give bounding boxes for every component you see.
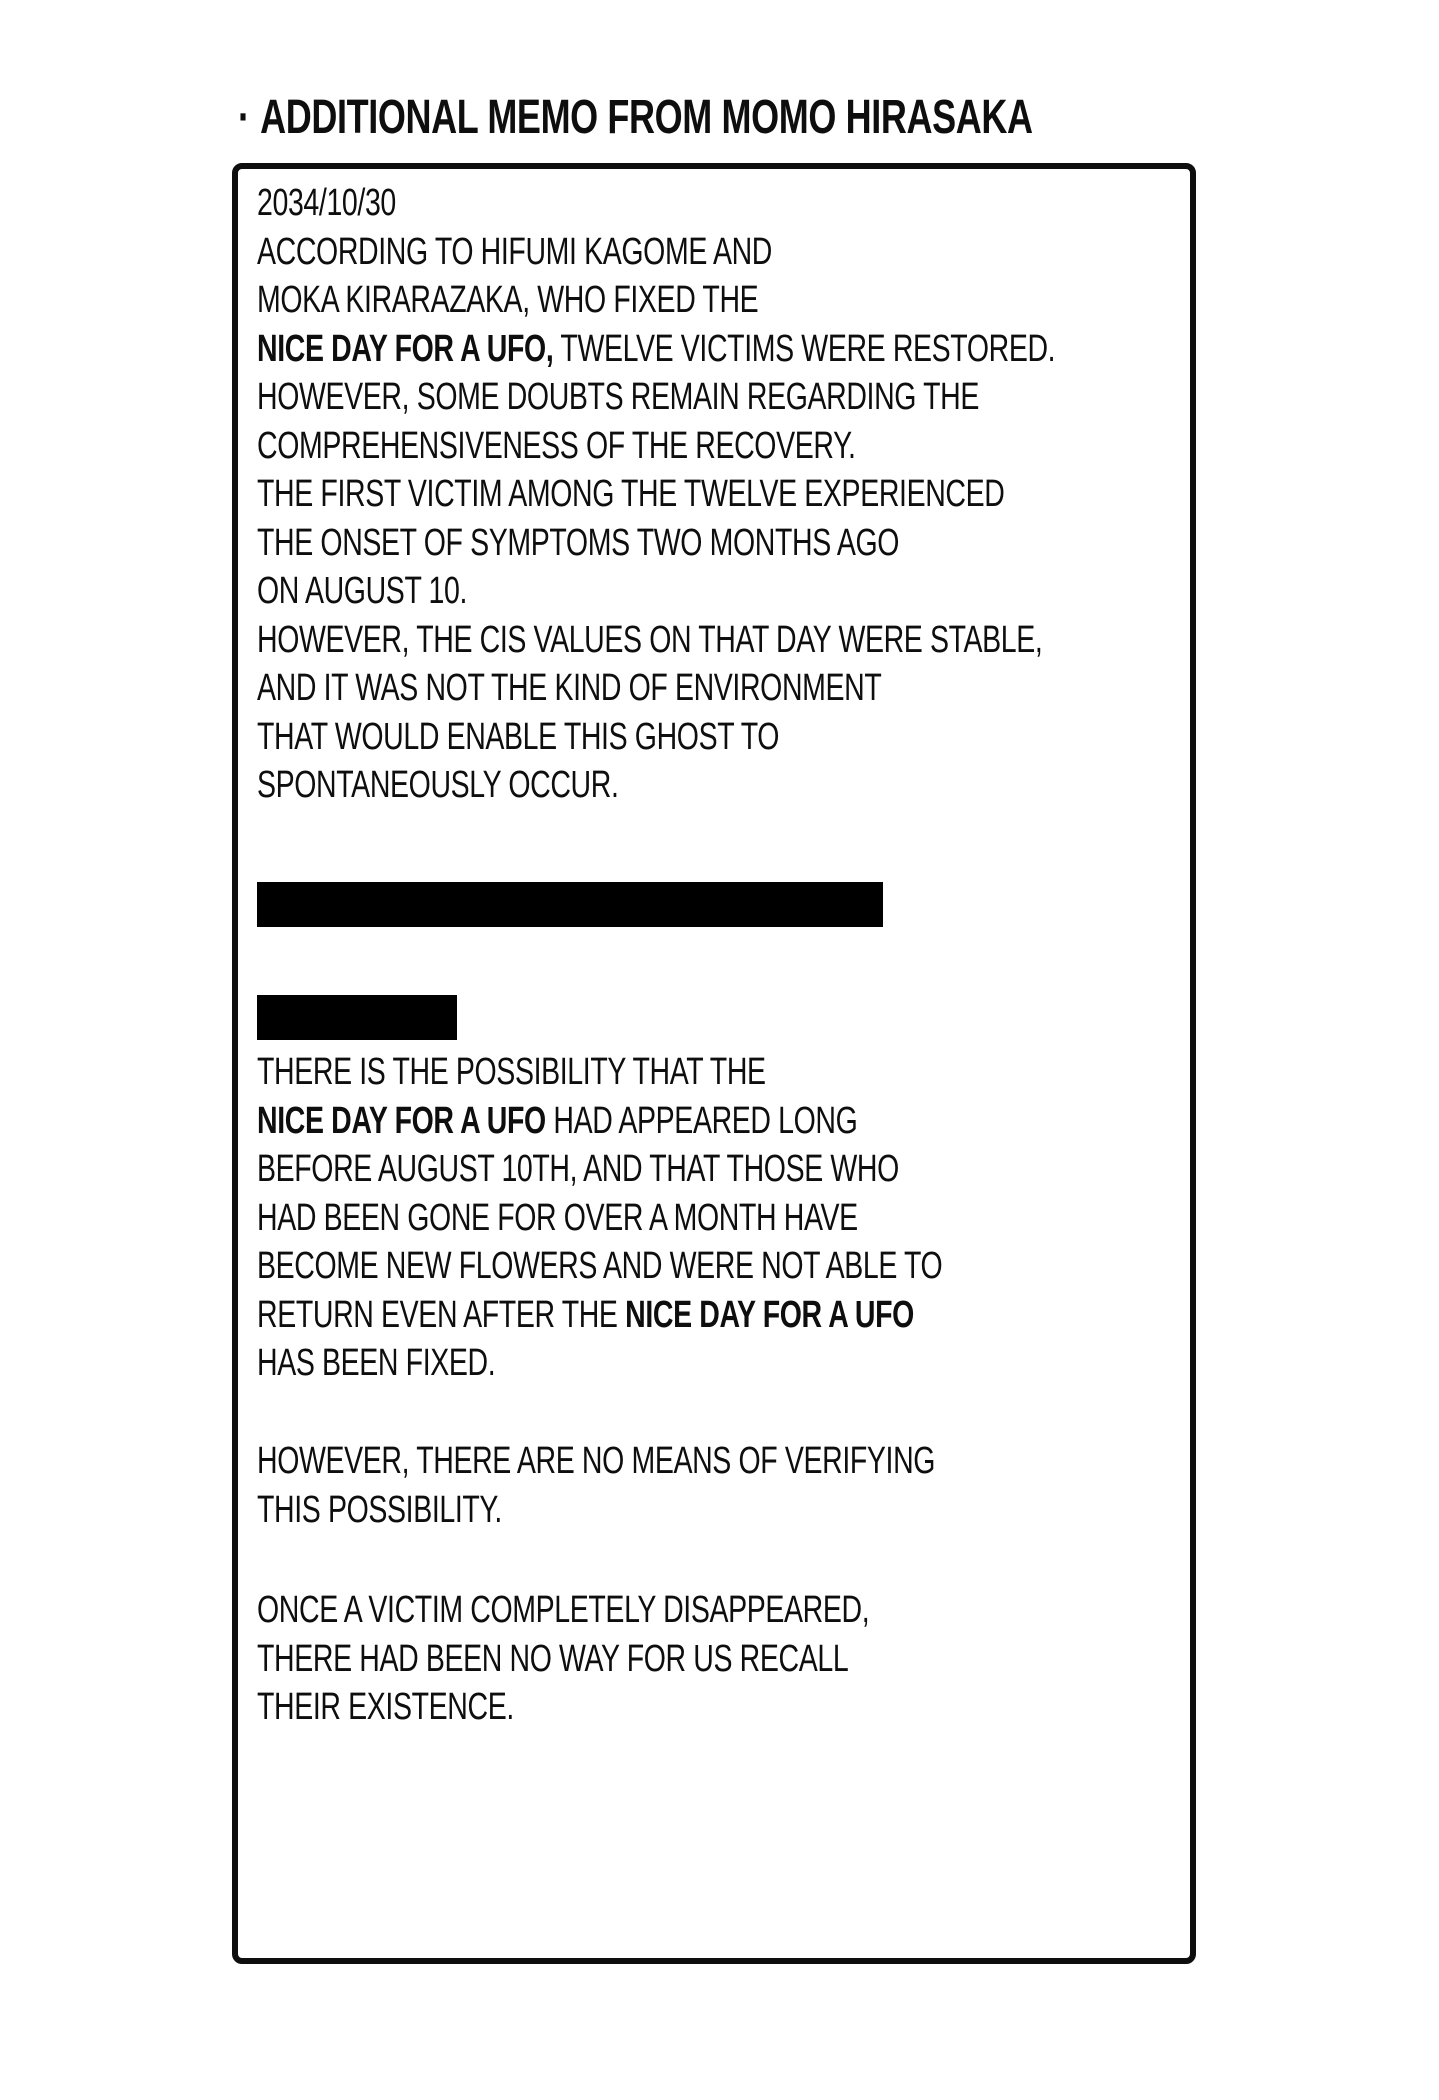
memo-line: ON AUGUST 10. [257,570,468,612]
memo-paragraph-4 [257,1586,869,1732]
memo-line: THE ONSET OF SYMPTOMS TWO MONTHS AGO [257,521,900,564]
memo-line: RETURN EVEN AFTER THE NICE DAY FOR A UFO [257,1293,914,1336]
memo-line: THERE IS THE POSSIBILITY THAT THE [257,1051,766,1093]
memo-line: NICE DAY FOR A UFO HAD APPEARED LONG [257,1099,858,1142]
memo-line: BECOME NEW FLOWERS AND WERE NOT ABLE TO [257,1245,943,1287]
memo-line: HAD BEEN GONE FOR OVER A MONTH HAVE [257,1196,858,1239]
memo-line: THIS POSSIBILITY. [257,1488,502,1531]
memo-line: ONCE A VICTIM COMPLETELY DISAPPEARED, [257,1589,870,1631]
memo-line: NICE DAY FOR A UFO, TWELVE VICTIMS WERE RESTORED. [257,327,1056,370]
memo-line: THERE HAD BEEN NO WAY FOR US RECALL [257,1637,849,1680]
memo-line: THE FIRST VICTIM AMONG THE TWELVE EXPERIENCED [257,473,1005,515]
memo-line: THEIR EXISTENCE. [257,1686,514,1728]
memo-line: HOWEVER, THERE ARE NO MEANS OF VERIFYING [257,1440,936,1482]
memo-line: BEFORE AUGUST 10TH, AND THAT THOSE WHO [257,1148,899,1190]
title-text: ADDITIONAL MEMO FROM MOMO HIRASAKA [260,91,1033,144]
memo-line: HOWEVER, THE CIS VALUES ON THAT DAY WERE STABLE, [257,618,1043,661]
memo-line: HOWEVER, SOME DOUBTS REMAIN REGARDING THE [257,376,980,418]
memo-line: ACCORDING TO HIFUMI KAGOME AND [257,230,773,273]
memo-line: MOKA KIRARAZAKA, WHO FIXED THE [257,279,759,321]
memo-date-line: 2034/10/30 [257,182,396,224]
memo-line: HAS BEEN FIXED. [257,1342,496,1384]
memo-line: THAT WOULD ENABLE THIS GHOST TO [257,715,780,758]
memo-line: SPONTANEOUSLY OCCUR. [257,764,619,806]
memo-paragraph-1 [257,179,1055,810]
page-title [238,90,1033,145]
redaction-bar [257,882,883,927]
memo-paragraph-2 [257,1048,942,1388]
title-bullet: · [238,91,250,144]
memo-line: AND IT WAS NOT THE KIND OF ENVIRONMENT [257,667,882,709]
redaction-bar [257,995,457,1040]
memo-paragraph-3 [257,1437,935,1534]
memo-line: COMPREHENSIVENESS OF THE RECOVERY. [257,424,856,467]
